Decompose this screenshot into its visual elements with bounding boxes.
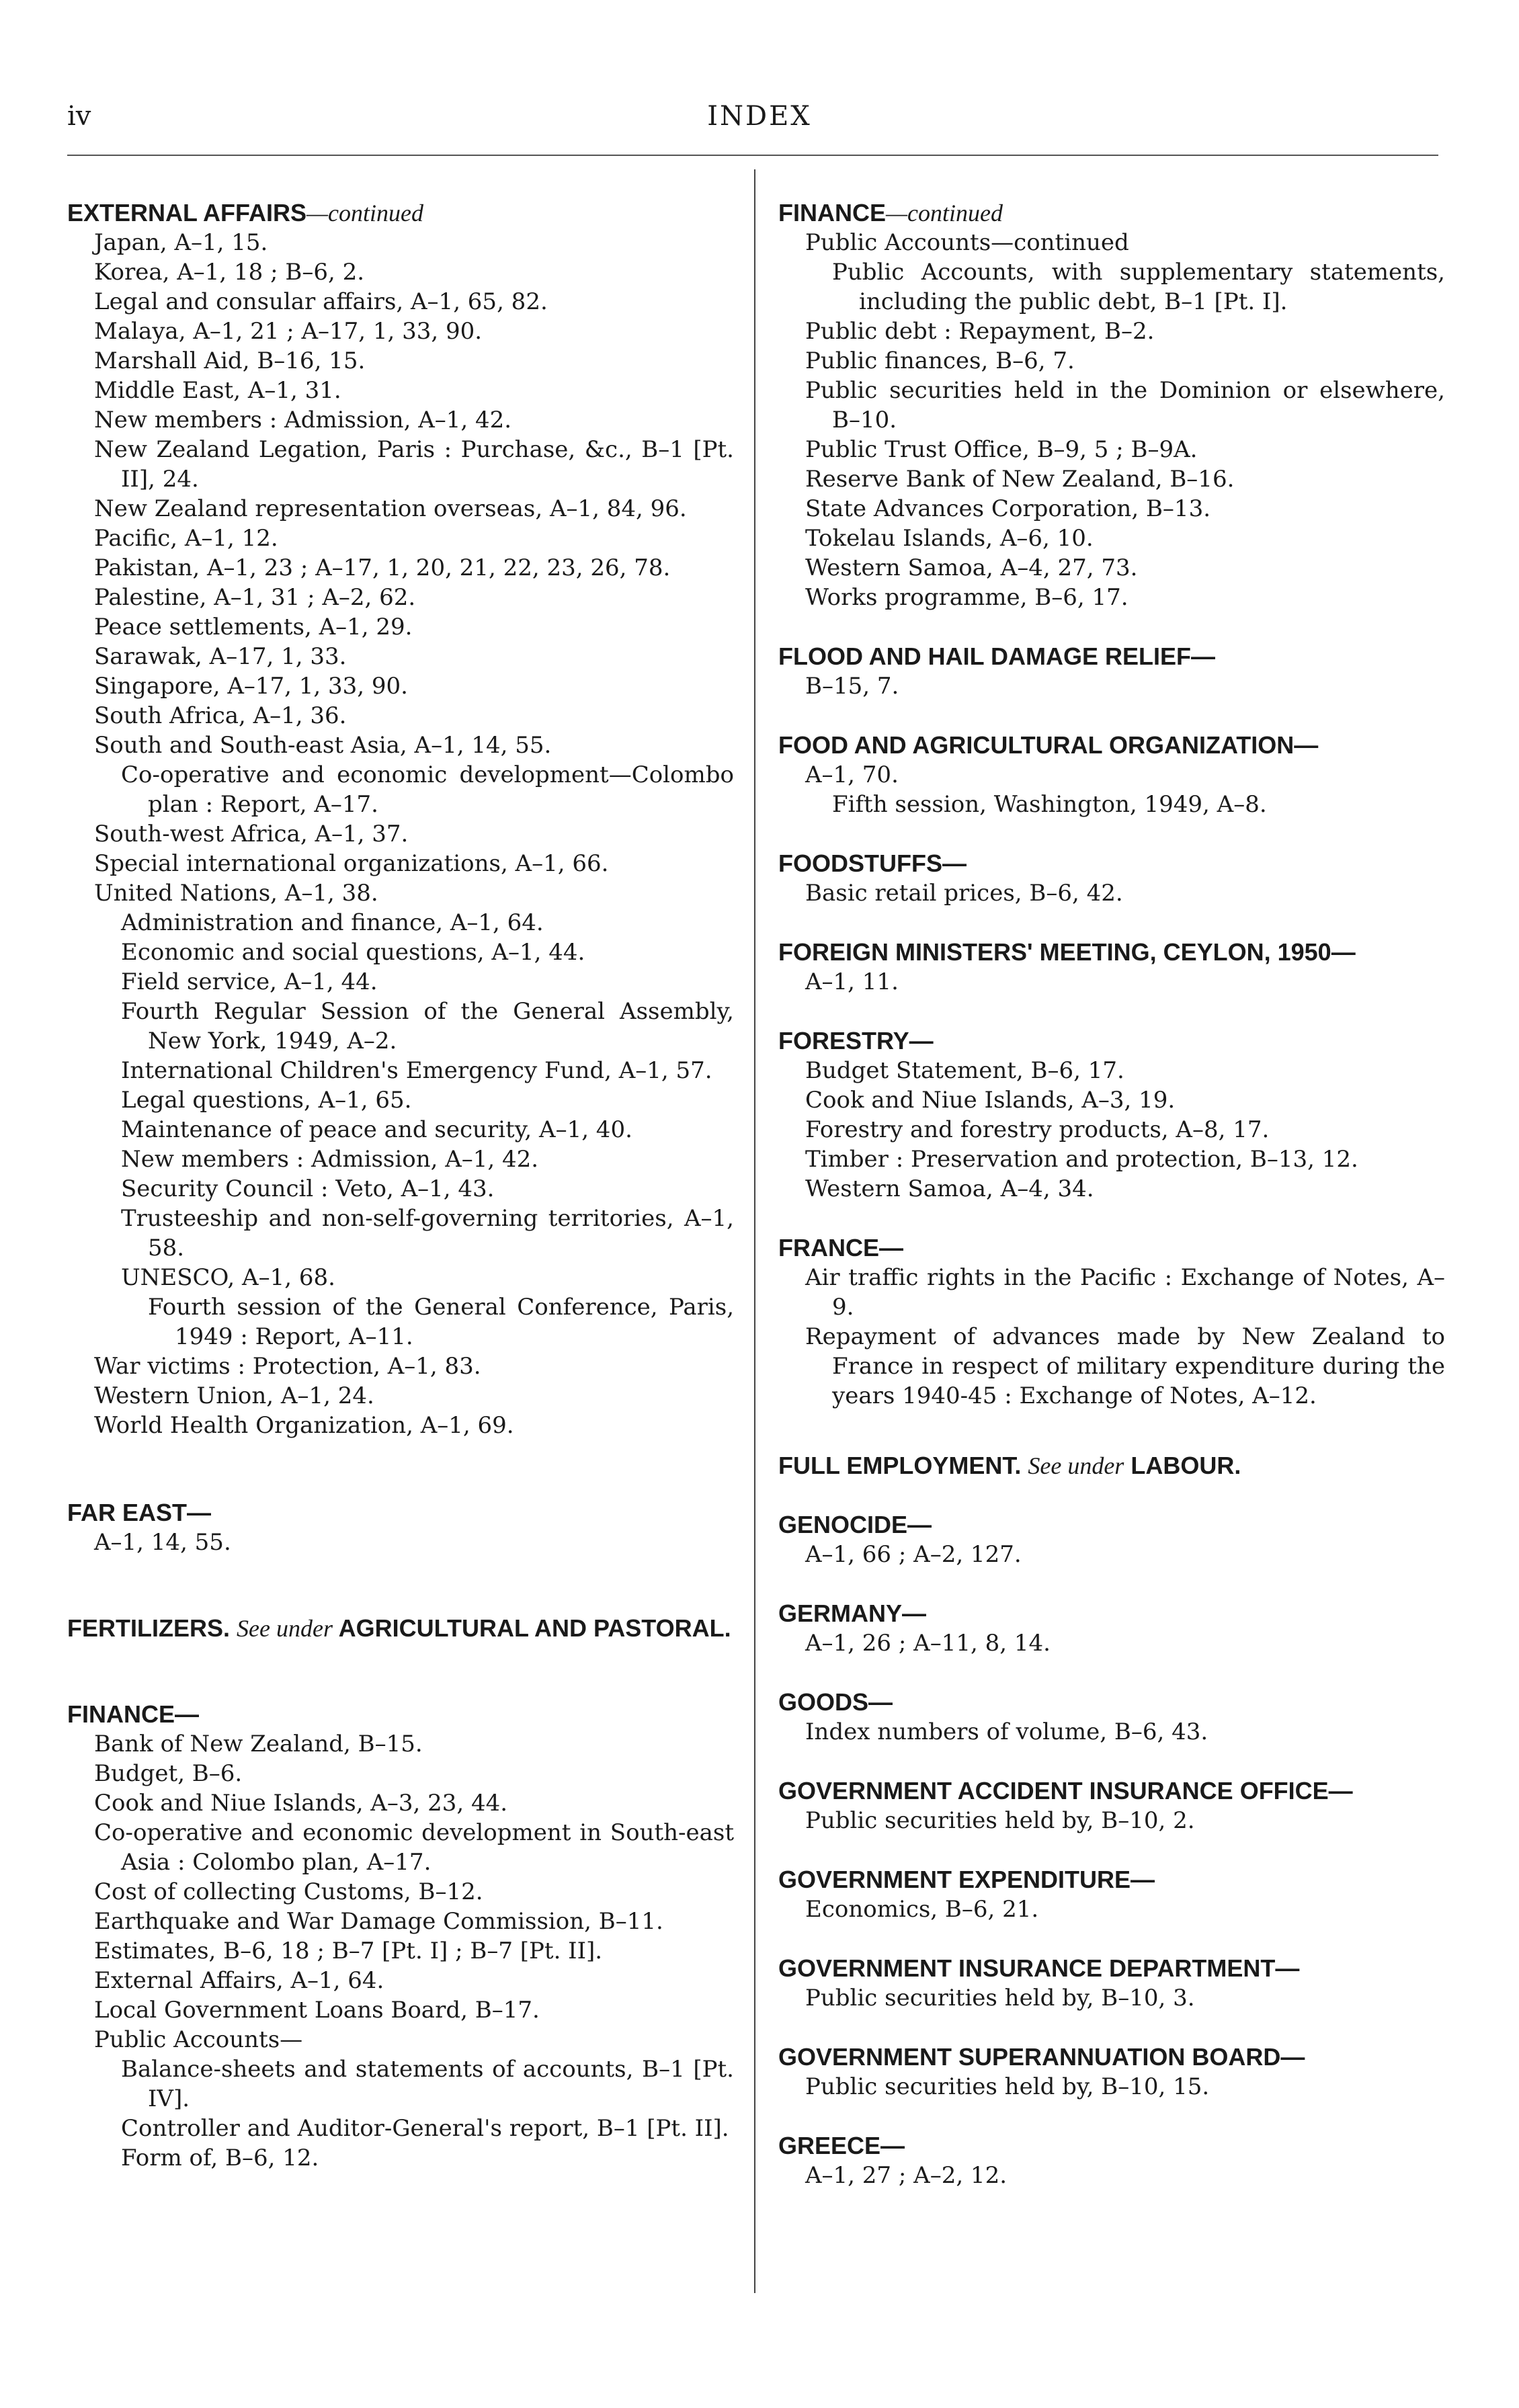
index-entry xyxy=(778,1954,1445,2013)
index-subentry: Basic retail prices, B–6, 42. xyxy=(805,880,1123,907)
index-subentry: B–15, 7. xyxy=(805,673,899,700)
index-entry xyxy=(778,1451,1445,1481)
heading-text: GOVERNMENT INSURANCE DEPARTMENT— xyxy=(778,1954,1300,1982)
left-column xyxy=(67,198,734,2173)
index-subentry: State Advances Corporation, B–13. xyxy=(805,495,1211,522)
right-column xyxy=(778,198,1445,2190)
index-subentry: Pacific, A–1, 12. xyxy=(94,525,278,552)
index-subentry: Sarawak, A–17, 1, 33. xyxy=(94,643,347,670)
heading-text: GOVERNMENT EXPENDITURE— xyxy=(778,1866,1155,1893)
index-subentry: International Children's Emergency Fund, A–1, 57. xyxy=(121,1057,712,1084)
index-subentry: A–1, 14, 55. xyxy=(94,1529,231,1556)
heading-continued: —continued xyxy=(306,200,424,226)
index-subentry: External Affairs, A–1, 64. xyxy=(94,1967,384,1994)
index-subentry: Co-operative and economic development—Colombo plan : Report, A–17. xyxy=(121,761,734,818)
entry-heading xyxy=(778,1451,1445,1481)
index-subentry: Public securities held by, B–10, 3. xyxy=(805,1985,1195,2011)
entry-heading xyxy=(778,731,1445,760)
index-subentry: Singapore, A–17, 1, 33, 90. xyxy=(94,673,408,700)
index-subentry: Tokelau Islands, A–6, 10. xyxy=(805,525,1094,552)
index-subentry: Maintenance of peace and security, A–1, 40. xyxy=(121,1116,632,1143)
index-subentry: South-west Africa, A–1, 37. xyxy=(94,821,409,847)
heading-text: FINANCE xyxy=(778,199,886,226)
heading-text: FERTILIZERS. xyxy=(67,1614,230,1642)
entry-heading xyxy=(778,849,1445,878)
index-subentry: Cook and Niue Islands, A–3, 23, 44. xyxy=(94,1790,508,1817)
index-subentry: Pakistan, A–1, 23 ; A–17, 1, 20, 21, 22, 23, 26, 78. xyxy=(94,554,671,581)
index-subentry: A–1, 66 ; A–2, 127. xyxy=(805,1541,1022,1568)
entry-heading xyxy=(778,1510,1445,1540)
heading-text: GOVERNMENT ACCIDENT INSURANCE OFFICE— xyxy=(778,1777,1353,1804)
index-subentry: UNESCO, A–1, 68. xyxy=(121,1264,335,1291)
index-subentry: New members : Admission, A–1, 42. xyxy=(121,1146,539,1173)
index-subentry: Administration and finance, A–1, 64. xyxy=(121,909,544,936)
index-entry xyxy=(67,1700,734,2173)
index-subentry: Index numbers of volume, B–6, 43. xyxy=(805,1718,1208,1745)
index-subentry: Economics, B–6, 21. xyxy=(805,1896,1039,1923)
index-subentry: Public securities held in the Dominion or elsewhere, B–10. xyxy=(805,377,1445,433)
index-subentry: Fourth session of the General Conference, Paris, 1949 : Report, A–11. xyxy=(148,1294,734,1350)
index-subentry: New members : Admission, A–1, 42. xyxy=(94,407,512,433)
entry-heading xyxy=(778,1233,1445,1263)
header-rule xyxy=(67,155,1438,156)
entry-heading xyxy=(67,1700,734,1729)
index-subentry: Balance-sheets and statements of accounts, B–1 [Pt. IV]. xyxy=(121,2056,734,2112)
index-subentry: New Zealand representation overseas, A–1, 84, 96. xyxy=(94,495,687,522)
heading-continued: —continued xyxy=(886,200,1003,226)
entry-heading xyxy=(778,642,1445,671)
index-subentry: Peace settlements, A–1, 29. xyxy=(94,614,413,640)
index-subentry: Co-operative and economic development in South-east Asia : Colombo plan, A–17. xyxy=(94,1819,734,1876)
index-subentry: Public debt : Repayment, B–2. xyxy=(805,318,1155,345)
see-under: See under xyxy=(1028,1452,1124,1479)
index-entry xyxy=(778,198,1445,612)
heading-text: FOOD AND AGRICULTURAL ORGANIZATION— xyxy=(778,731,1319,759)
index-entry xyxy=(778,1688,1445,1747)
index-entry xyxy=(778,938,1445,997)
entry-heading xyxy=(778,1026,1445,1056)
entry-heading xyxy=(67,198,734,228)
index-subentry: Budget, B–6. xyxy=(94,1760,243,1787)
entry-heading xyxy=(778,1865,1445,1895)
index-entry xyxy=(778,642,1445,701)
index-subentry: Middle East, A–1, 31. xyxy=(94,377,341,404)
page-title: INDEX xyxy=(707,101,812,132)
index-subentry: Controller and Auditor-General's report, B–1 [Pt. II]. xyxy=(121,2115,729,2142)
index-subentry: Trusteeship and non-self-governing territories, A–1, 58. xyxy=(121,1205,734,1261)
heading-text: GREECE— xyxy=(778,2132,905,2159)
index-subentry: A–1, 27 ; A–2, 12. xyxy=(805,2162,1008,2189)
heading-text: FOREIGN MINISTERS' MEETING, CEYLON, 1950— xyxy=(778,938,1356,966)
entry-heading xyxy=(778,1776,1445,1806)
index-subentry: Public securities held by, B–10, 2. xyxy=(805,1807,1195,1834)
index-subentry: Cost of collecting Customs, B–12. xyxy=(94,1878,483,1905)
index-entry xyxy=(778,1599,1445,1658)
index-entry xyxy=(67,198,734,1440)
index-subentry: South and South-east Asia, A–1, 14, 55. xyxy=(94,732,552,759)
index-subentry: Japan, A–1, 15. xyxy=(94,229,268,256)
index-subentry: Works programme, B–6, 17. xyxy=(805,584,1128,611)
index-subentry: Western Samoa, A–4, 27, 73. xyxy=(805,554,1138,581)
heading-text: EXTERNAL AFFAIRS xyxy=(67,199,307,226)
index-subentry: Malaya, A–1, 21 ; A–17, 1, 33, 90. xyxy=(94,318,483,345)
index-subentry: Public Trust Office, B–9, 5 ; B–9A. xyxy=(805,436,1198,463)
index-entry xyxy=(67,1614,734,1643)
index-subentry: War victims : Protection, A–1, 83. xyxy=(94,1353,481,1380)
heading-text: GOODS— xyxy=(778,1688,893,1716)
entry-heading xyxy=(67,1498,734,1528)
index-entry xyxy=(778,1510,1445,1569)
index-subentry: Cook and Niue Islands, A–3, 19. xyxy=(805,1087,1176,1114)
index-subentry: Special international organizations, A–1, 66. xyxy=(94,850,609,877)
index-entry xyxy=(778,731,1445,819)
index-subentry: A–1, 70. xyxy=(805,761,899,788)
see-under: See under xyxy=(237,1615,333,1642)
index-subentry: Korea, A–1, 18 ; B–6, 2. xyxy=(94,259,365,286)
index-entry xyxy=(778,2042,1445,2102)
index-entry xyxy=(67,1498,734,1557)
heading-text: FLOOD AND HAIL DAMAGE RELIEF— xyxy=(778,642,1215,670)
index-entry xyxy=(778,2131,1445,2190)
entry-heading xyxy=(778,198,1445,228)
index-entry xyxy=(778,1233,1445,1411)
column-divider xyxy=(754,169,755,2293)
index-subentry: Form of, B–6, 12. xyxy=(121,2145,319,2171)
index-subentry: Repayment of advances made by New Zealand to France in respect of military expenditure during the years 1940-45 : Exchange of Notes, A–12. xyxy=(805,1323,1445,1409)
index-subentry: Timber : Preservation and protection, B–13, 12. xyxy=(805,1146,1358,1173)
index-subentry: Estimates, B–6, 18 ; B–7 [Pt. I] ; B–7 [Pt. II]. xyxy=(94,1938,603,1964)
index-subentry: Budget Statement, B–6, 17. xyxy=(805,1057,1124,1084)
index-subentry: A–1, 11. xyxy=(805,968,899,995)
heading-text: FAR EAST— xyxy=(67,1499,212,1526)
heading-text: FORESTRY— xyxy=(778,1027,934,1054)
heading-text: GERMANY— xyxy=(778,1600,927,1627)
index-subentry: South Africa, A–1, 36. xyxy=(94,702,347,729)
index-subentry: Fourth Regular Session of the General Assembly, New York, 1949, A–2. xyxy=(121,998,734,1054)
index-entry xyxy=(778,1776,1445,1835)
index-entry xyxy=(778,1026,1445,1204)
index-subentry: Legal questions, A–1, 65. xyxy=(121,1087,412,1114)
index-entry xyxy=(778,1865,1445,1924)
index-subentry: Western Samoa, A–4, 34. xyxy=(805,1175,1094,1202)
index-subentry: Forestry and forestry products, A–8, 17. xyxy=(805,1116,1270,1143)
heading-text: FULL EMPLOYMENT. xyxy=(778,1452,1022,1479)
entry-heading xyxy=(778,1954,1445,1983)
entry-heading xyxy=(778,1688,1445,1717)
entry-heading xyxy=(778,2131,1445,2161)
heading-text: FOODSTUFFS— xyxy=(778,849,967,877)
index-entry xyxy=(778,849,1445,908)
see-target: LABOUR. xyxy=(1131,1452,1241,1479)
entry-heading xyxy=(778,938,1445,967)
index-subentry: World Health Organization, A–1, 69. xyxy=(94,1412,514,1439)
index-subentry: Fifth session, Washington, 1949, A–8. xyxy=(832,791,1267,818)
index-subentry: Marshall Aid, B–16, 15. xyxy=(94,347,366,374)
page-number: iv xyxy=(67,101,91,132)
index-subentry: Bank of New Zealand, B–15. xyxy=(94,1731,423,1757)
index-subentry: Western Union, A–1, 24. xyxy=(94,1382,374,1409)
entry-heading xyxy=(778,1599,1445,1628)
heading-text: GOVERNMENT SUPERANNUATION BOARD— xyxy=(778,2043,1305,2071)
index-subentry: Public Accounts— xyxy=(94,2026,303,2053)
index-subentry: Reserve Bank of New Zealand, B–16. xyxy=(805,466,1235,493)
index-subentry: Earthquake and War Damage Commission, B–11. xyxy=(94,1908,663,1935)
index-subentry: Legal and consular affairs, A–1, 65, 82. xyxy=(94,288,548,315)
index-subentry: Security Council : Veto, A–1, 43. xyxy=(121,1175,495,1202)
index-subentry: New Zealand Legation, Paris : Purchase, &c., B–1 [Pt. II], 24. xyxy=(94,436,734,493)
index-subentry: Palestine, A–1, 31 ; A–2, 62. xyxy=(94,584,416,611)
heading-text: FRANCE— xyxy=(778,1234,903,1261)
index-subentry: Public Accounts, with supplementary statements, including the public debt, B–1 [Pt. I]. xyxy=(832,259,1445,315)
index-subentry: Air traffic rights in the Pacific : Exchange of Notes, A–9. xyxy=(805,1264,1445,1321)
index-subentry: Public finances, B–6, 7. xyxy=(805,347,1075,374)
index-subentry: A–1, 26 ; A–11, 8, 14. xyxy=(805,1630,1051,1657)
entry-heading xyxy=(67,1614,734,1643)
entry-heading xyxy=(778,2042,1445,2072)
index-subentry: Public securities held by, B–10, 15. xyxy=(805,2073,1210,2100)
index-subentry: Public Accounts—continued xyxy=(805,229,1129,256)
heading-text: GENOCIDE— xyxy=(778,1511,932,1538)
see-target: AGRICULTURAL AND PASTORAL. xyxy=(338,1614,731,1642)
heading-text: FINANCE— xyxy=(67,1700,199,1728)
index-subentry: United Nations, A–1, 38. xyxy=(94,880,378,907)
index-subentry: Field service, A–1, 44. xyxy=(121,968,378,995)
index-subentry: Local Government Loans Board, B–17. xyxy=(94,1997,540,2024)
index-subentry: Economic and social questions, A–1, 44. xyxy=(121,939,585,966)
